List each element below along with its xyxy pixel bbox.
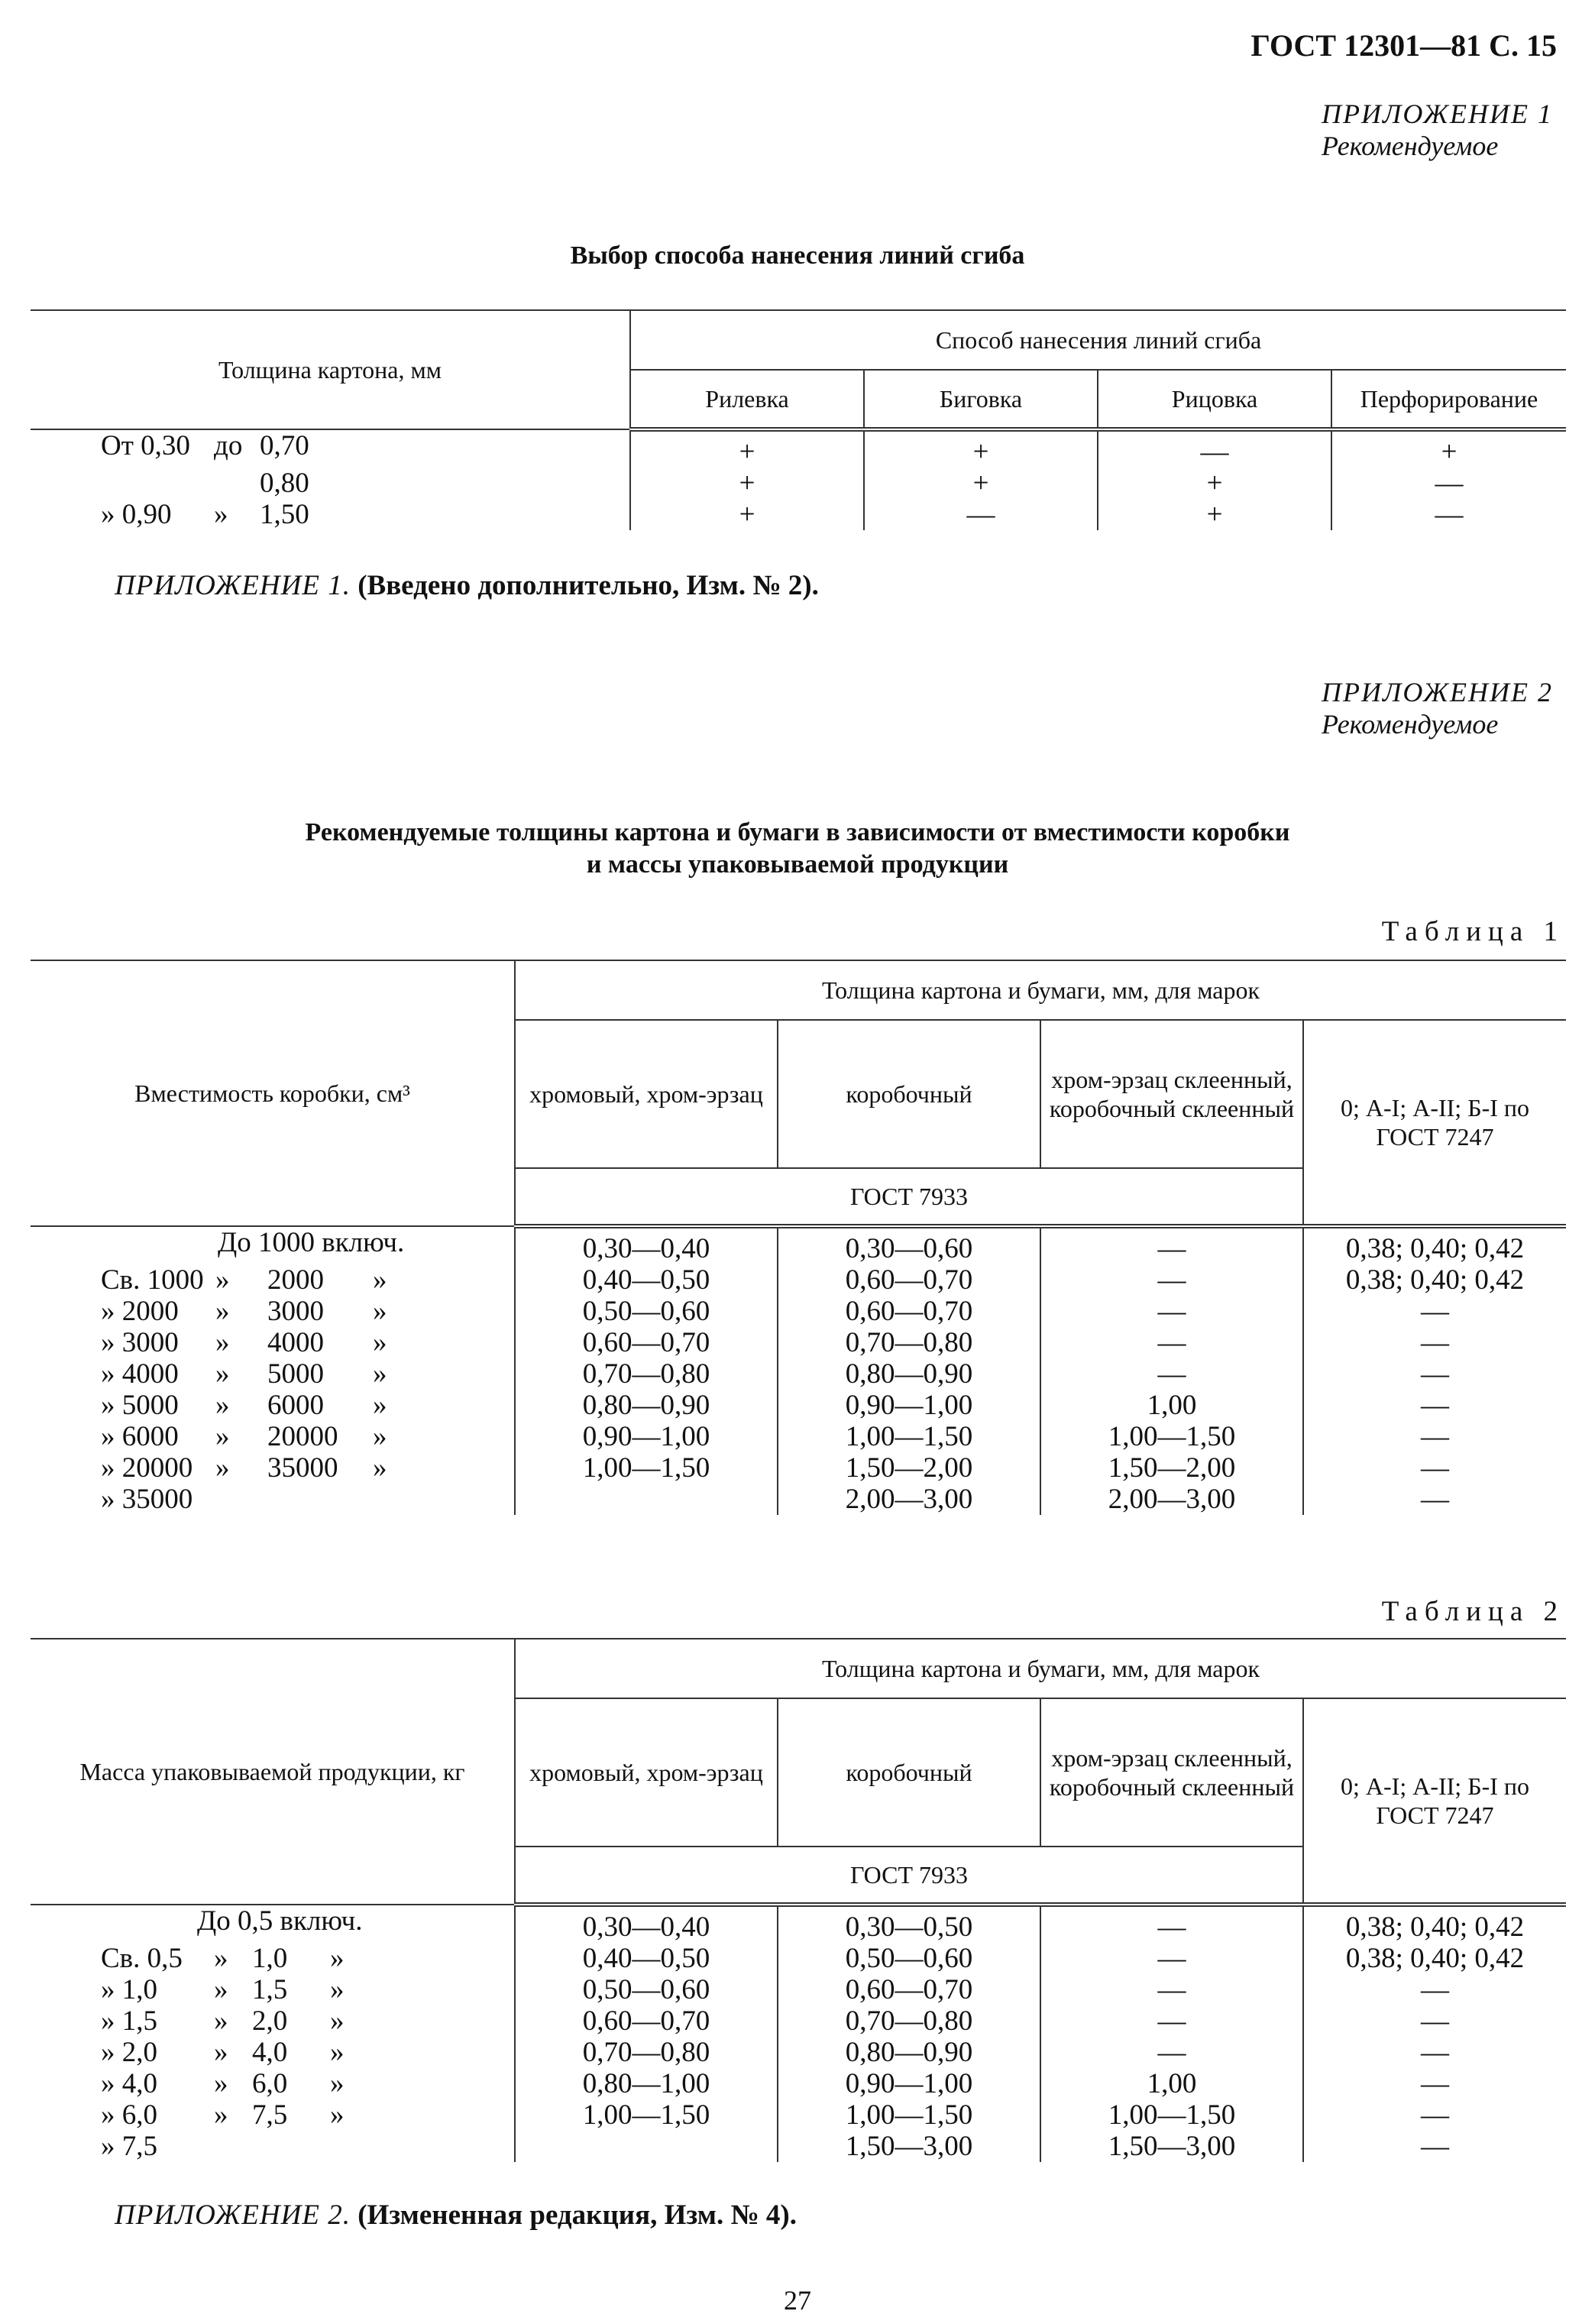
value-cell: + — [630, 468, 864, 499]
value-cell: 1,00—1,50 — [1040, 1421, 1303, 1452]
value-cell: 0,80—0,90 — [778, 2037, 1040, 2068]
table-row — [31, 1943, 1566, 1974]
value-cell: 1,00—1,50 — [515, 1452, 778, 1484]
value-cell: 0,38; 0,40; 0,42 — [1303, 1226, 1566, 1264]
row-label — [31, 1905, 515, 1943]
value-cell: — — [1098, 429, 1331, 468]
value-cell: — — [1040, 1296, 1303, 1327]
note-label: ПРИЛОЖЕНИЕ 1. — [115, 570, 351, 601]
product-mass-table — [31, 1638, 1566, 2162]
label-part: 5000 — [267, 1358, 324, 1390]
note-text: (Измененная редакция, Изм. № 4). — [358, 2199, 797, 2231]
col-header: хромовый, хром-эрзац — [515, 1020, 778, 1168]
caption-line: Рекомендуемые толщины картона и бумаги в зависимости от вместимости коробки — [305, 818, 1290, 846]
appendix2-caption — [0, 817, 1595, 881]
table-row — [31, 2131, 1566, 2162]
label-part: » — [330, 2068, 345, 2099]
value-cell — [515, 1484, 778, 1515]
label-part: 4000 — [267, 1327, 324, 1358]
note-label: ПРИЛОЖЕНИЕ 2. — [115, 2199, 351, 2231]
label-part: » 20000 — [101, 1452, 193, 1484]
col-header: хром-эрзац склеенный, коробочный склеенный — [1040, 1020, 1303, 1168]
table-row — [31, 1452, 1566, 1484]
label-part: » — [373, 1264, 387, 1296]
label-part: 2,0 — [252, 2005, 288, 2037]
label-part: До 0,5 включ. — [197, 1905, 363, 1937]
table-row — [31, 2037, 1566, 2068]
table2-label: Таблица 2 — [1381, 1596, 1564, 1627]
label-part: » — [214, 1943, 228, 1974]
value-cell: + — [1331, 429, 1566, 468]
label-part: Св. 1000 — [101, 1264, 204, 1296]
value-cell: 0,80—1,00 — [515, 2068, 778, 2099]
value-cell: — — [1303, 1296, 1566, 1327]
group-header-grades: Толщина картона и бумаги, мм, для марок — [515, 1639, 1566, 1698]
label-part: 0,80 — [260, 468, 309, 499]
value-cell: 0,30—0,50 — [778, 1905, 1040, 1943]
appendix1-heading — [1322, 98, 1553, 162]
value-cell: 1,00 — [1040, 2068, 1303, 2099]
label-part: 6000 — [267, 1390, 324, 1421]
row-label — [31, 2068, 515, 2099]
table-row — [31, 1484, 1566, 1515]
value-cell: 0,38; 0,40; 0,42 — [1303, 1943, 1566, 1974]
value-cell: 1,00—1,50 — [778, 1421, 1040, 1452]
row-label — [31, 1264, 515, 1296]
table-row — [31, 2099, 1566, 2131]
table1-label: Таблица 1 — [1381, 916, 1564, 947]
label-part: » — [330, 2099, 345, 2131]
value-cell: 0,80—0,90 — [515, 1390, 778, 1421]
appendix2-note — [115, 2199, 797, 2232]
value-cell: 0,38; 0,40; 0,42 — [1303, 1905, 1566, 1943]
col-header: Рилевка — [630, 370, 864, 429]
value-cell: — — [1040, 2005, 1303, 2037]
table-row — [31, 1296, 1566, 1327]
row-label — [31, 1452, 515, 1484]
row-label — [31, 2037, 515, 2068]
table-row — [31, 1264, 1566, 1296]
row-label — [31, 1226, 515, 1264]
value-cell: — — [1303, 2005, 1566, 2037]
label-part: 1,0 — [252, 1943, 288, 1974]
label-part: » — [373, 1390, 387, 1421]
value-cell: — — [1040, 1358, 1303, 1390]
col-header: коробочный — [778, 1020, 1040, 1168]
label-part: » — [330, 2005, 345, 2037]
label-part: » 6,0 — [101, 2099, 157, 2131]
label-part: 1,50 — [260, 499, 309, 530]
document-header: ГОСТ 12301—81 С. 15 — [1250, 28, 1557, 63]
row-label — [31, 1943, 515, 1974]
value-cell: — — [1040, 2037, 1303, 2068]
value-cell: 0,70—0,80 — [515, 1358, 778, 1390]
row-label — [31, 1974, 515, 2005]
col-header: хром-эрзац склеенный, коробочный склеенный — [1040, 1698, 1303, 1847]
label-part: 3000 — [267, 1296, 324, 1327]
value-cell: 0,80—0,90 — [778, 1358, 1040, 1390]
label-part: » — [330, 1974, 345, 2005]
value-cell: + — [1098, 499, 1331, 530]
label-part: Св. 0,5 — [101, 1943, 183, 1974]
value-cell: — — [1331, 468, 1566, 499]
label-part: 7,5 — [252, 2099, 288, 2131]
value-cell: + — [630, 499, 864, 530]
table-row — [31, 499, 1566, 530]
label-part: » 0,90 — [101, 499, 172, 530]
label-part: » 7,5 — [101, 2131, 157, 2162]
value-cell: 1,00—1,50 — [1040, 2099, 1303, 2131]
label-part: 6,0 — [252, 2068, 288, 2099]
value-cell: — — [1303, 2037, 1566, 2068]
label-part: » 2,0 — [101, 2037, 157, 2068]
appendix2-title: ПРИЛОЖЕНИЕ 2 — [1322, 677, 1553, 707]
value-cell: — — [1303, 1358, 1566, 1390]
value-cell: 1,50—2,00 — [1040, 1452, 1303, 1484]
table-row — [31, 2068, 1566, 2099]
value-cell: 0,60—0,70 — [778, 1296, 1040, 1327]
label-part: » 1,0 — [101, 1974, 157, 2005]
label-part: » 35000 — [101, 1484, 193, 1515]
table-row — [31, 2005, 1566, 2037]
label-part: 0,70 — [260, 430, 309, 461]
col-header: Рицовка — [1098, 370, 1331, 429]
value-cell: 1,00—1,50 — [515, 2099, 778, 2131]
value-cell: 0,30—0,40 — [515, 1226, 778, 1264]
row-label — [31, 2099, 515, 2131]
label-part: » — [215, 1390, 230, 1421]
value-cell: 0,50—0,60 — [515, 1296, 778, 1327]
label-part: » — [330, 2037, 345, 2068]
caption-line: и массы упаковываемой продукции — [586, 850, 1009, 879]
value-cell: 0,70—0,80 — [778, 2005, 1040, 2037]
value-cell: — — [1303, 1421, 1566, 1452]
table-row — [31, 1905, 1566, 1943]
label-part: До 1000 включ. — [218, 1227, 405, 1258]
value-cell: 1,50—3,00 — [778, 2131, 1040, 2162]
appendix1-caption: Выбор способа нанесения линий сгиба — [570, 241, 1025, 270]
table-row — [31, 429, 1566, 468]
label-part: » — [215, 1358, 230, 1390]
label-part: » — [373, 1421, 387, 1452]
group-header-grades: Толщина картона и бумаги, мм, для марок — [515, 960, 1566, 1020]
value-cell: 2,00—3,00 — [778, 1484, 1040, 1515]
row-label — [31, 1421, 515, 1452]
col-header: Перфорирование — [1331, 370, 1566, 429]
table-row — [31, 468, 1566, 499]
table-row — [31, 1327, 1566, 1358]
label-part: 4,0 — [252, 2037, 288, 2068]
value-cell: + — [1098, 468, 1331, 499]
appendix2-subtitle: Рекомендуемое — [1322, 709, 1499, 740]
fold-line-method-table — [31, 309, 1566, 530]
row-label — [31, 468, 630, 499]
value-cell: — — [1303, 2068, 1566, 2099]
label-part: 1,5 — [252, 1974, 288, 2005]
appendix2-heading — [1322, 676, 1553, 740]
col-header: Биговка — [864, 370, 1098, 429]
value-cell: 0,50—0,60 — [515, 1974, 778, 2005]
value-cell: — — [1303, 1390, 1566, 1421]
value-cell: 2,00—3,00 — [1040, 1484, 1303, 1515]
value-cell: 0,90—1,00 — [778, 1390, 1040, 1421]
value-cell: + — [864, 429, 1098, 468]
value-cell: — — [864, 499, 1098, 530]
label-part: » 6000 — [101, 1421, 179, 1452]
value-cell: — — [1040, 1974, 1303, 2005]
value-cell: 1,50—2,00 — [778, 1452, 1040, 1484]
value-cell: 0,30—0,60 — [778, 1226, 1040, 1264]
label-part: » 1,5 — [101, 2005, 157, 2037]
row-label — [31, 429, 630, 468]
value-cell: — — [1331, 499, 1566, 530]
label-part: » — [330, 1943, 345, 1974]
page-number: 27 — [784, 2285, 811, 2316]
label-part: » — [214, 2037, 228, 2068]
col-header: 0; А-I; А-II; Б-I по ГОСТ 7247 — [1303, 1698, 1566, 1905]
value-cell: + — [630, 429, 864, 468]
value-cell: 0,38; 0,40; 0,42 — [1303, 1264, 1566, 1296]
label-part: » 4000 — [101, 1358, 179, 1390]
table-row — [31, 1226, 1566, 1264]
gost-header: ГОСТ 7933 — [515, 1168, 1303, 1226]
box-capacity-table — [31, 960, 1566, 1515]
label-part: » — [215, 1452, 230, 1484]
appendix1-note — [115, 569, 819, 602]
value-cell: — — [1040, 1905, 1303, 1943]
col-header: 0; А-I; А-II; Б-I по ГОСТ 7247 — [1303, 1020, 1566, 1226]
value-cell: — — [1303, 1484, 1566, 1515]
col-thickness-header: Толщина картона, мм — [31, 310, 630, 429]
value-cell: 1,00 — [1040, 1390, 1303, 1421]
label-part: » — [373, 1327, 387, 1358]
value-cell: — — [1303, 2131, 1566, 2162]
col-mass-header: Масса упаковываемой продукции, кг — [31, 1639, 515, 1905]
table-row — [31, 1358, 1566, 1390]
value-cell: — — [1303, 1327, 1566, 1358]
row-label — [31, 1484, 515, 1515]
value-cell: 0,90—1,00 — [515, 1421, 778, 1452]
value-cell: 0,60—0,70 — [515, 1327, 778, 1358]
row-label — [31, 1390, 515, 1421]
label-part: » — [373, 1296, 387, 1327]
label-part: » — [215, 1296, 230, 1327]
note-text: (Введено дополнительно, Изм. № 2). — [358, 570, 819, 601]
value-cell: 0,60—0,70 — [778, 1264, 1040, 1296]
value-cell: 0,70—0,80 — [515, 2037, 778, 2068]
value-cell: + — [864, 468, 1098, 499]
row-label — [31, 1327, 515, 1358]
label-part: » — [214, 2005, 228, 2037]
value-cell: 1,00—1,50 — [778, 2099, 1040, 2131]
label-part: » 5000 — [101, 1390, 179, 1421]
label-part: » — [214, 499, 228, 530]
gost-header: ГОСТ 7933 — [515, 1847, 1303, 1905]
label-part: » 4,0 — [101, 2068, 157, 2099]
col-header: коробочный — [778, 1698, 1040, 1847]
label-part: » 3000 — [101, 1327, 179, 1358]
value-cell: — — [1303, 1452, 1566, 1484]
label-part: » — [215, 1327, 230, 1358]
value-cell: 0,40—0,50 — [515, 1943, 778, 1974]
table-row — [31, 1421, 1566, 1452]
label-part: » 2000 — [101, 1296, 179, 1327]
appendix1-title: ПРИЛОЖЕНИЕ 1 — [1322, 99, 1553, 129]
value-cell: 0,60—0,70 — [515, 2005, 778, 2037]
value-cell: — — [1040, 1943, 1303, 1974]
label-part: » — [373, 1358, 387, 1390]
value-cell: 0,50—0,60 — [778, 1943, 1040, 1974]
value-cell: — — [1040, 1264, 1303, 1296]
row-label — [31, 1296, 515, 1327]
value-cell: — — [1040, 1226, 1303, 1264]
row-label — [31, 2131, 515, 2162]
value-cell: 0,90—1,00 — [778, 2068, 1040, 2099]
label-part: » — [215, 1264, 230, 1296]
value-cell: — — [1303, 2099, 1566, 2131]
row-label — [31, 499, 630, 530]
row-label — [31, 2005, 515, 2037]
table-row — [31, 1390, 1566, 1421]
value-cell — [515, 2131, 778, 2162]
row-label — [31, 1358, 515, 1390]
col-header: хромовый, хром-эрзац — [515, 1698, 778, 1847]
appendix1-subtitle: Рекомендуемое — [1322, 131, 1499, 161]
col-capacity-header: Вместимость коробки, см³ — [31, 960, 515, 1226]
label-part: до — [214, 430, 243, 461]
value-cell: 0,60—0,70 — [778, 1974, 1040, 2005]
label-part: » — [373, 1452, 387, 1484]
label-part: 20000 — [267, 1421, 338, 1452]
label-part: От 0,30 — [101, 430, 190, 461]
value-cell: 0,30—0,40 — [515, 1905, 778, 1943]
value-cell: — — [1303, 1974, 1566, 2005]
value-cell: 0,70—0,80 — [778, 1327, 1040, 1358]
value-cell: 0,40—0,50 — [515, 1264, 778, 1296]
label-part: 2000 — [267, 1264, 324, 1296]
label-part: » — [214, 2068, 228, 2099]
label-part: 35000 — [267, 1452, 338, 1484]
label-part: » — [215, 1421, 230, 1452]
value-cell: 1,50—3,00 — [1040, 2131, 1303, 2162]
table-row — [31, 1974, 1566, 2005]
group-header-method: Способ нанесения линий сгиба — [630, 310, 1566, 370]
label-part: » — [214, 1974, 228, 2005]
value-cell: — — [1040, 1327, 1303, 1358]
label-part: » — [214, 2099, 228, 2131]
